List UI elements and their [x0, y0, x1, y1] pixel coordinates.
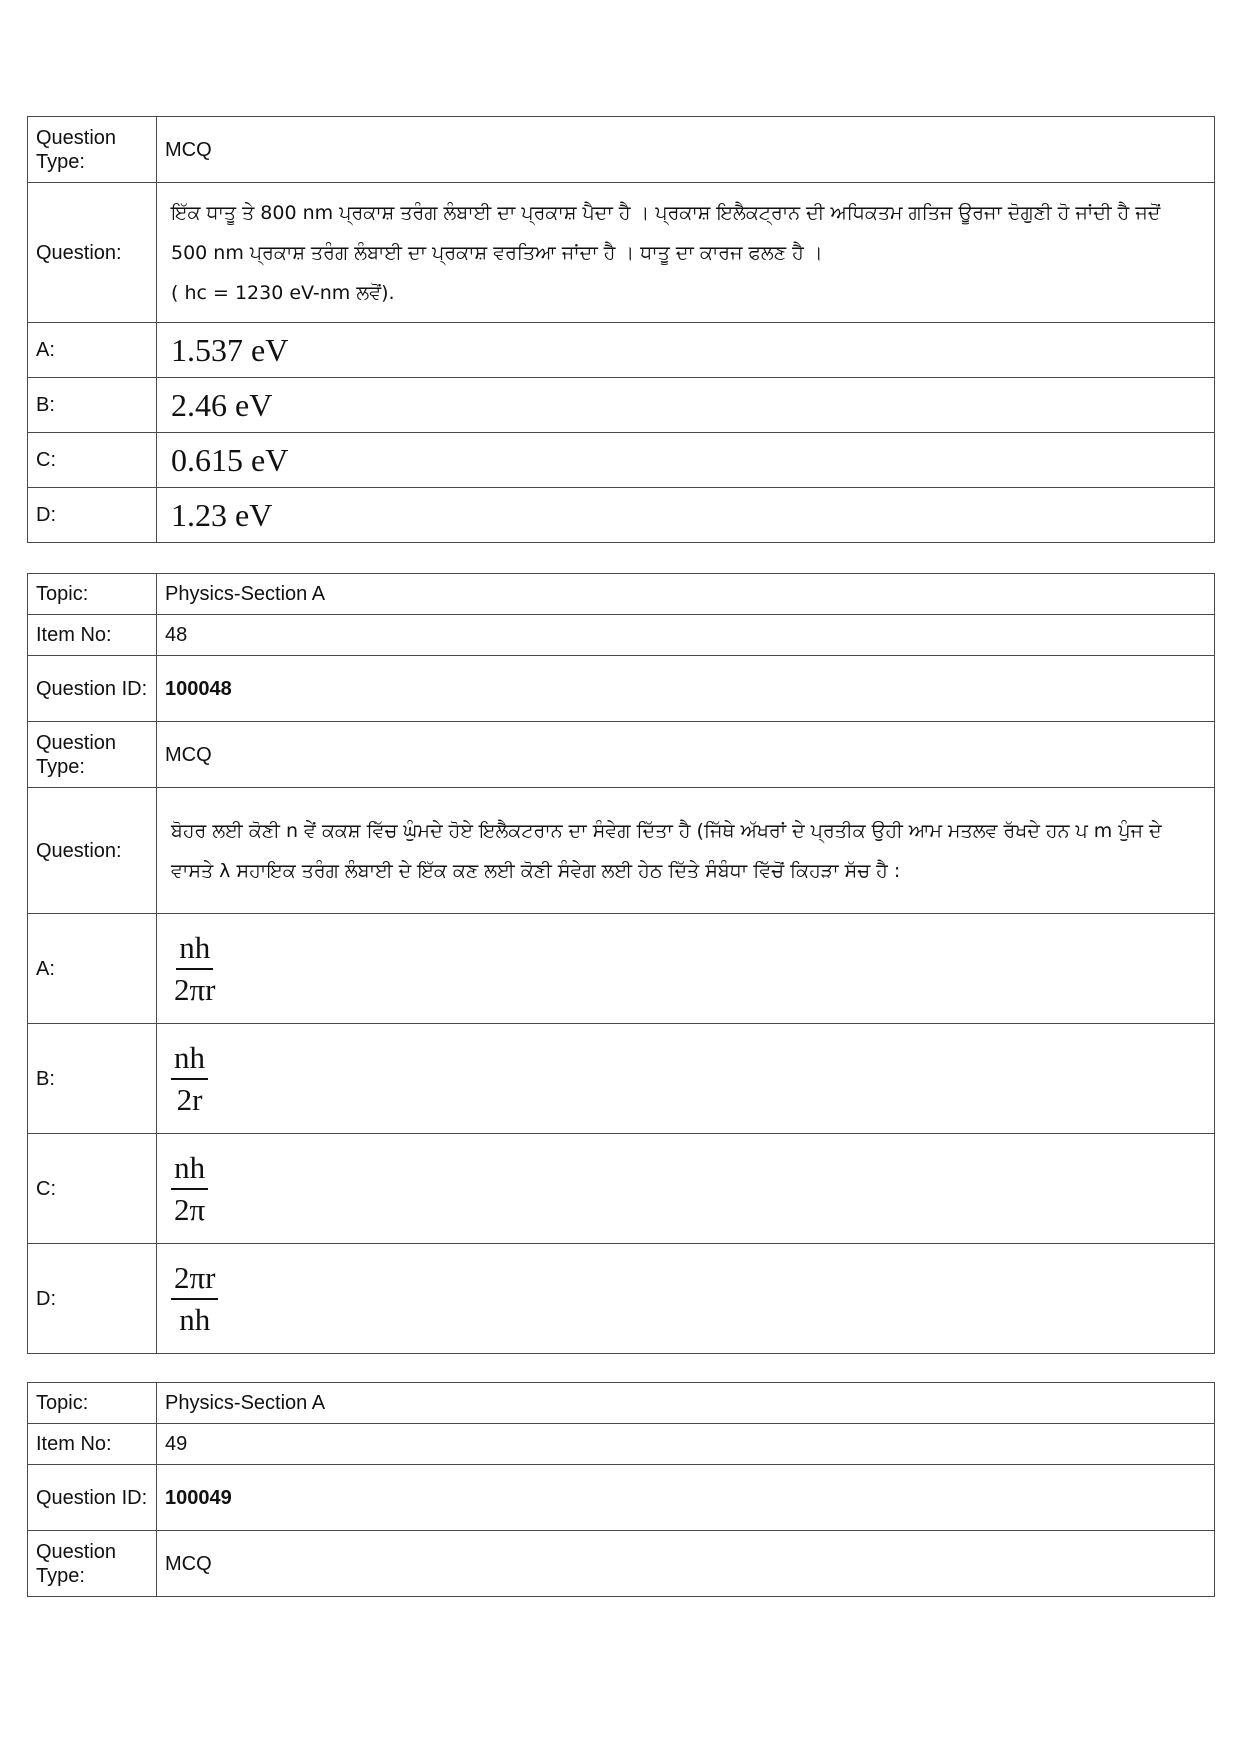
row-question: [28, 788, 1215, 914]
option-row-a: [28, 914, 1215, 1024]
row-question-type: [28, 117, 1215, 183]
question-id-label: Question ID:: [28, 656, 157, 722]
row-question-type: [28, 1531, 1215, 1597]
question-table-2: [27, 573, 1215, 1354]
option-b-numerator: nh: [171, 1040, 208, 1080]
option-a-numerator: nh: [176, 930, 213, 970]
option-row-b: [28, 1024, 1215, 1134]
item-no-value: 49: [157, 1424, 1215, 1465]
option-a-fraction-cell: [157, 914, 1215, 1024]
option-b-label: B:: [28, 378, 157, 433]
question-id-value: 100048: [157, 656, 1215, 722]
option-d-fraction-cell: [157, 1244, 1215, 1354]
topic-label: Topic:: [28, 574, 157, 615]
item-no-label: Item No:: [28, 1424, 157, 1465]
option-c-fraction-cell: [157, 1134, 1215, 1244]
option-c-denominator: 2π: [174, 1192, 206, 1227]
question-id-value: 100049: [157, 1465, 1215, 1531]
row-question-id: [28, 1465, 1215, 1531]
question-table-3: [27, 1382, 1215, 1597]
question-text: ਬੋਹਰ ਲਈ ਕੋਣੀ n ਵੇਂ ਕਕਸ਼ ਵਿੱਚ ਘੁੰਮਦੇ ਹੋਏ ਇਲੈਕਟਰਾਨ ਦਾ ਸੰਵੇਗ ਦਿੱਤਾ ਹੈ (ਜਿੱਥੇ ਅੱਖਰਾਂ ਦੇ ਪ੍ਰਤੀਕ ਉਹੀ ਆਮ ਮਤਲਵ ਰੱਖਦੇ ਹਨ ਪ m ਪੁੰਜ ਦੇ ਵਾਸਤੇ λ ਸਹਾਇਕ ਤਰੰਗ ਲੰਬਾਈ ਦੇ ਇੱਕ ਕਣ ਲਈ ਕੋਣੀ ਸੰਵੇਗ ਲਈ ਹੇਠ ਦਿੱਤੇ ਸੰਬੰਧਾ ਵਿੱਚੋਂ ਕਿਹੜਾ ਸੱਚ ਹੈ :: [157, 788, 1215, 914]
option-d-value: 1.23 eV: [157, 488, 1215, 543]
option-a-label: A:: [28, 914, 157, 1024]
row-question: [28, 183, 1215, 323]
question-cell: [157, 183, 1215, 323]
option-b-label: B:: [28, 1024, 157, 1134]
question-text: ਇੱਕ ਧਾਤੂ ਤੇ 800 nm ਪ੍ਰਕਾਸ਼ ਤਰੰਗ ਲੰਬਾਈ ਦਾ ਪ੍ਰਕਾਸ਼ ਪੈਦਾ ਹੈ । ਪ੍ਰਕਾਸ਼ ਇਲੈਕਟ੍ਰਾਨ ਦੀ ਅਧਿਕਤਮ ਗਤਿਜ ਊਰਜਾ ਦੋਗੁਣੀ ਹੋ ਜਾਂਦੀ ਹੈ ਜਦੋਂ 500 nm ਪ੍ਰਕਾਸ਼ ਤਰੰਗ ਲੰਬਾਈ ਦਾ ਪ੍ਰਕਾਸ਼ ਵਰਤਿਆ ਜਾਂਦਾ ਹੈ । ਧਾਤੂ ਦਾ ਕਾਰਜ ਫਲਣ ਹੈ ।: [171, 201, 1161, 264]
question-type-label: Question Type:: [28, 722, 157, 788]
option-d-fraction: [171, 1260, 218, 1338]
option-b-value: 2.46 eV: [157, 378, 1215, 433]
question-type-label: Question Type:: [28, 1531, 157, 1597]
topic-label: Topic:: [28, 1383, 157, 1424]
option-b-denominator: 2r: [176, 1082, 203, 1117]
option-row-c: [28, 1134, 1215, 1244]
topic-value: Physics-Section A: [157, 574, 1215, 615]
question-type-label: Question Type:: [28, 117, 157, 183]
topic-value: Physics-Section A: [157, 1383, 1215, 1424]
question-type-value: MCQ: [157, 1531, 1215, 1597]
question-type-value: MCQ: [157, 722, 1215, 788]
option-row-d: [28, 1244, 1215, 1354]
row-item-no: [28, 1424, 1215, 1465]
question-label: Question:: [28, 183, 157, 323]
question-label: Question:: [28, 788, 157, 914]
option-row-c: [28, 433, 1215, 488]
option-a-label: A:: [28, 323, 157, 378]
option-d-label: D:: [28, 488, 157, 543]
option-b-fraction-cell: [157, 1024, 1215, 1134]
option-a-value: 1.537 eV: [157, 323, 1215, 378]
row-item-no: [28, 615, 1215, 656]
question-note: ( hc = 1230 eV-nm ਲਵੋਂ).: [171, 281, 395, 304]
option-a-denominator: 2πr: [174, 972, 216, 1007]
option-row-b: [28, 378, 1215, 433]
option-c-value: 0.615 eV: [157, 433, 1215, 488]
option-d-numerator: 2πr: [171, 1260, 218, 1300]
option-b-fraction: [171, 1040, 208, 1118]
option-row-d: [28, 488, 1215, 543]
question-table-1: [27, 116, 1215, 543]
row-topic: [28, 574, 1215, 615]
option-c-numerator: nh: [171, 1150, 208, 1190]
option-d-label: D:: [28, 1244, 157, 1354]
item-no-value: 48: [157, 615, 1215, 656]
option-c-label: C:: [28, 433, 157, 488]
row-question-type: [28, 722, 1215, 788]
option-c-label: C:: [28, 1134, 157, 1244]
option-row-a: [28, 323, 1215, 378]
question-type-value: MCQ: [157, 117, 1215, 183]
option-d-denominator: nh: [179, 1302, 211, 1337]
row-question-id: [28, 656, 1215, 722]
item-no-label: Item No:: [28, 615, 157, 656]
question-id-label: Question ID:: [28, 1465, 157, 1531]
row-topic: [28, 1383, 1215, 1424]
option-a-fraction: [171, 930, 218, 1008]
option-c-fraction: [171, 1150, 208, 1228]
